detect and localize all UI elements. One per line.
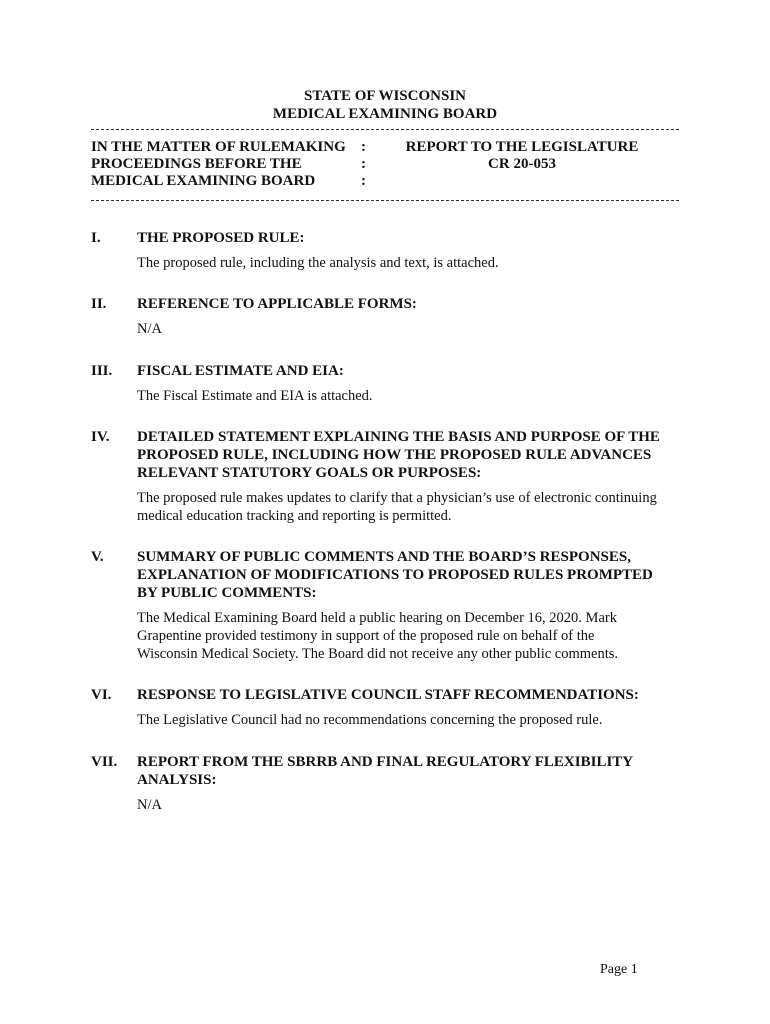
caption-colon: :	[361, 156, 366, 172]
section-numeral: VII.	[91, 754, 118, 770]
report-title: REPORT TO THE LEGISLATURE	[405, 139, 639, 155]
section-numeral: II.	[91, 296, 107, 312]
section-body	[137, 711, 687, 729]
board-title: MEDICAL EXAMINING BOARD	[272, 106, 498, 122]
section-vi	[91, 686, 691, 729]
top-dashed-rule	[91, 129, 679, 130]
section-body	[137, 489, 687, 525]
state-title: STATE OF WISCONSIN	[304, 88, 466, 104]
caption-colon: :	[361, 139, 366, 155]
section-heading	[137, 548, 682, 602]
section-numeral: I.	[91, 230, 101, 246]
section-body	[137, 254, 687, 272]
heading-line: SUMMARY OF PUBLIC COMMENTS AND THE BOARD’S RESPONSES,	[137, 549, 631, 565]
section-body	[137, 796, 687, 814]
body-line: N/A	[137, 797, 162, 813]
caption-matter	[91, 139, 346, 190]
section-heading	[137, 229, 682, 247]
heading-line: THE PROPOSED RULE:	[137, 230, 305, 246]
body-line: The proposed rule, including the analysis and text, is attached.	[137, 255, 499, 271]
body-line: The Medical Examining Board held a public hearing on December 16, 2020. Mark	[137, 610, 617, 626]
body-line: N/A	[137, 321, 162, 337]
section-heading	[137, 753, 682, 789]
rule-number: CR 20-053	[488, 156, 556, 172]
heading-line: FISCAL ESTIMATE AND EIA:	[137, 363, 344, 379]
section-i	[91, 229, 691, 272]
section-heading	[137, 295, 682, 313]
body-line: The proposed rule makes updates to clarify that a physician’s use of electronic continuing	[137, 490, 657, 506]
heading-line: ANALYSIS:	[137, 772, 217, 788]
heading-line: REFERENCE TO APPLICABLE FORMS:	[137, 296, 417, 312]
section-body	[137, 387, 687, 405]
section-heading	[137, 428, 682, 482]
page-number: Page 1	[600, 962, 638, 977]
heading-line: EXPLANATION OF MODIFICATIONS TO PROPOSED RULES PROMPTED	[137, 567, 653, 583]
caption-report	[394, 139, 650, 173]
body-line: The Fiscal Estimate and EIA is attached.	[137, 388, 373, 404]
section-numeral: IV.	[91, 429, 110, 445]
heading-line: BY PUBLIC COMMENTS:	[137, 585, 317, 601]
bottom-dashed-rule	[91, 200, 679, 201]
section-ii	[91, 295, 691, 338]
section-numeral: III.	[91, 363, 113, 379]
caption-colons	[361, 139, 366, 190]
body-line: medical education tracking and reporting is permitted.	[137, 508, 452, 524]
body-line: Grapentine provided testimony in support of the proposed rule on behalf of the	[137, 628, 595, 644]
heading-line: RELEVANT STATUTORY GOALS OR PURPOSES:	[137, 465, 482, 481]
section-body	[137, 320, 687, 338]
heading-line: PROPOSED RULE, INCLUDING HOW THE PROPOSED RULE ADVANCES	[137, 447, 652, 463]
heading-line: RESPONSE TO LEGISLATIVE COUNCIL STAFF RECOMMENDATIONS:	[137, 687, 639, 703]
heading-line: REPORT FROM THE SBRRB AND FINAL REGULATORY FLEXIBILITY	[137, 754, 634, 770]
caption-left-line: MEDICAL EXAMINING BOARD	[91, 173, 316, 189]
caption-left-line: IN THE MATTER OF RULEMAKING	[91, 139, 346, 155]
section-heading	[137, 686, 682, 704]
section-iv	[91, 428, 691, 525]
section-v	[91, 548, 691, 663]
section-heading	[137, 362, 682, 380]
heading-line: DETAILED STATEMENT EXPLAINING THE BASIS AND PURPOSE OF THE	[137, 429, 660, 445]
section-body	[137, 609, 687, 663]
section-numeral: VI.	[91, 687, 112, 703]
caption-left-line: PROCEEDINGS BEFORE THE	[91, 156, 302, 172]
body-line: The Legislative Council had no recommendations concerning the proposed rule.	[137, 712, 603, 728]
body-line: Wisconsin Medical Society. The Board did not receive any other public comments.	[137, 646, 619, 662]
section-numeral: V.	[91, 549, 104, 565]
section-iii	[91, 362, 691, 405]
caption-colon: :	[361, 173, 366, 189]
section-vii	[91, 753, 691, 814]
